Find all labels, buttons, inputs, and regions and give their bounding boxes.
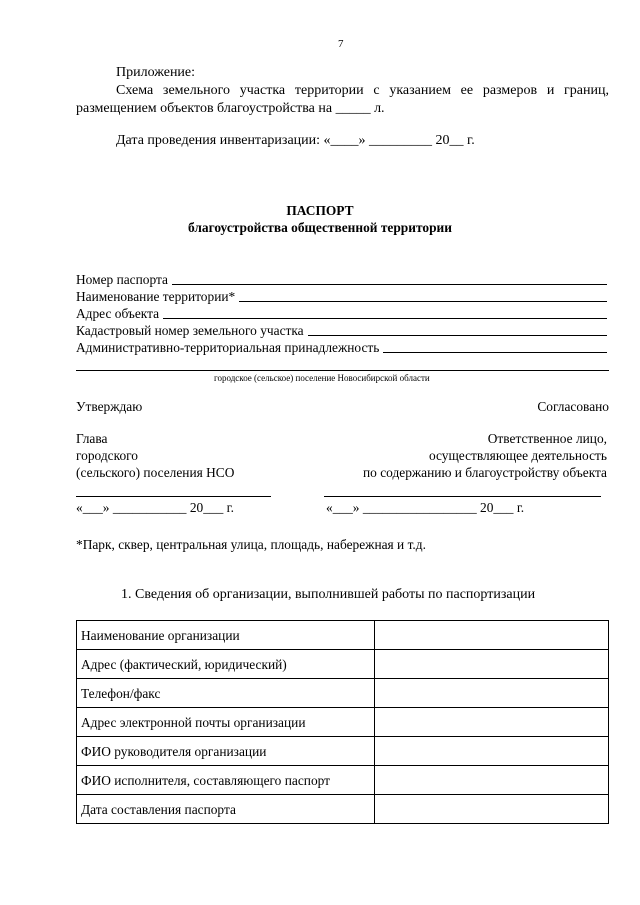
- field-admin-affiliation: [76, 339, 607, 356]
- section1-title: 1. Сведения об организации, выполнившей работы по паспортизации: [121, 587, 536, 602]
- field-passport-number: [76, 271, 607, 288]
- table-cell-value[interactable]: [375, 708, 609, 737]
- agreed-line3: по содержанию и благоустройству объекта: [363, 465, 607, 480]
- blank-line: [308, 322, 607, 336]
- field-label: Номер паспорта: [76, 272, 168, 287]
- passport-subtitle: благоустройства общественной территории: [188, 220, 452, 235]
- approve-date: «___» ___________ 20___ г.: [76, 500, 234, 515]
- table-cell-label: Адрес электронной почты организации: [77, 708, 375, 737]
- table-cell-label: Дата составления паспорта: [77, 795, 375, 824]
- appendix-line2: размещением объектов благоустройства на _____ л.: [76, 101, 385, 116]
- field-object-address: [76, 305, 607, 322]
- appendix-heading: Приложение:: [116, 65, 196, 80]
- table-row: [77, 708, 609, 737]
- table-cell-value[interactable]: [375, 679, 609, 708]
- table-row: [77, 650, 609, 679]
- table-cell-label: ФИО руководителя организации: [77, 737, 375, 766]
- agreed-signature-line: [324, 496, 601, 497]
- field-label: Административно-территориальная принадлежность: [76, 340, 380, 355]
- inventory-date: Дата проведения инвентаризации: «____» _________ 20__ г.: [116, 133, 475, 148]
- table-row: [77, 679, 609, 708]
- blank-line: [163, 305, 607, 319]
- table-cell-label: ФИО исполнителя, составляющего паспорт: [77, 766, 375, 795]
- table-cell-value[interactable]: [375, 621, 609, 650]
- table-cell-value[interactable]: [375, 766, 609, 795]
- approve-line1: Глава: [76, 431, 108, 446]
- approve-line2: городского: [76, 448, 138, 463]
- table-row: [77, 621, 609, 650]
- table-row: [77, 766, 609, 795]
- field-cadastral-number: [76, 322, 607, 339]
- page-number: 7: [338, 38, 344, 50]
- table-cell-label: Телефон/факс: [77, 679, 375, 708]
- field-label: Адрес объекта: [76, 306, 160, 321]
- table-row: [77, 795, 609, 824]
- agreed-date: «___» _________________ 20___ г.: [326, 500, 525, 515]
- settlement-line: [76, 370, 609, 371]
- blank-line: [383, 339, 607, 353]
- table-cell-label: Адрес (фактический, юридический): [77, 650, 375, 679]
- settlement-caption: городское (сельское) поселение Новосибирской области: [214, 373, 430, 383]
- approve-line3: (сельского) поселения НСО: [76, 465, 235, 480]
- table-cell-value[interactable]: [375, 795, 609, 824]
- organization-table: [76, 620, 609, 824]
- agreed-line1: Ответственное лицо,: [487, 431, 607, 446]
- field-label: Кадастровый номер земельного участка: [76, 323, 304, 338]
- field-territory-name: [76, 288, 607, 305]
- field-label: Наименование территории*: [76, 289, 236, 304]
- table-cell-value[interactable]: [375, 737, 609, 766]
- blank-line: [172, 271, 607, 285]
- agreed-label: Согласовано: [537, 399, 609, 414]
- passport-title: ПАСПОРТ: [286, 203, 354, 218]
- approve-label: Утверждаю: [76, 399, 143, 414]
- blank-line: [239, 288, 607, 302]
- table-cell-label: Наименование организации: [77, 621, 375, 650]
- footnote: *Парк, сквер, центральная улица, площадь, набережная и т.д.: [76, 537, 426, 552]
- table-row: [77, 737, 609, 766]
- appendix-line1: Схема земельного участка территории с указанием ее размеров и границ,: [116, 83, 609, 98]
- approve-signature-line: [76, 496, 271, 497]
- table-cell-value[interactable]: [375, 650, 609, 679]
- agreed-line2: осуществляющее деятельность: [428, 448, 607, 463]
